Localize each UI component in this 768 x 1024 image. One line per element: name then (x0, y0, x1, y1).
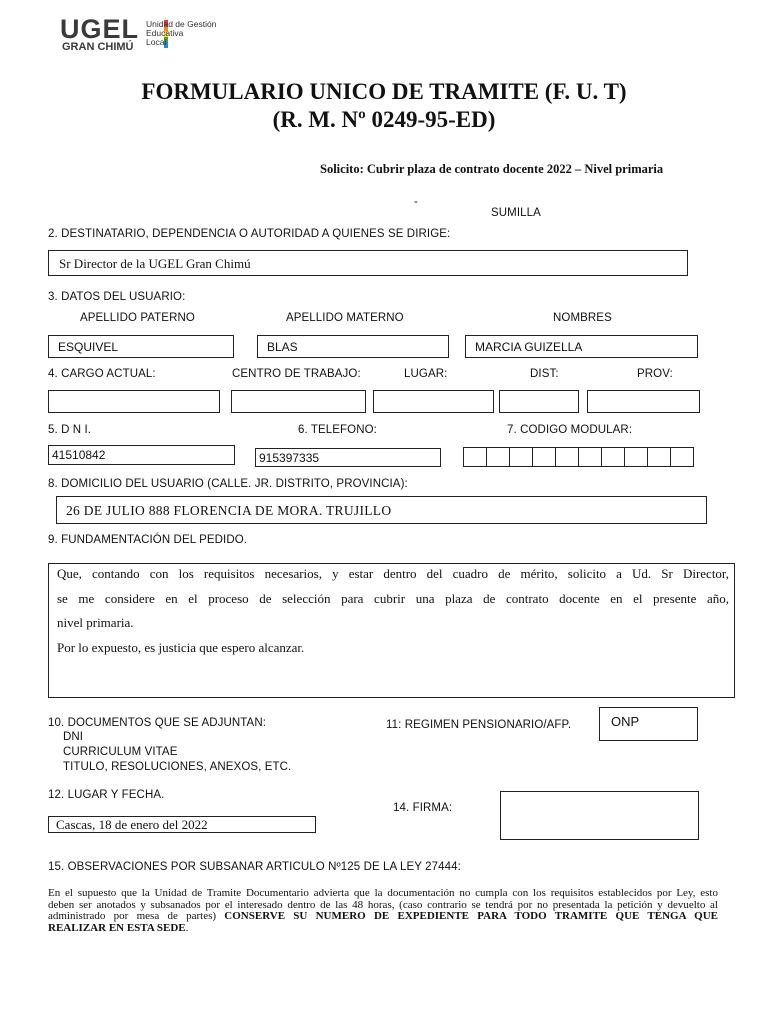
justification-line: Por lo expuesto, es justicia que espero alcanzar. (57, 640, 305, 655)
names-value: MARCIA GUIZELLA (475, 340, 583, 354)
address-label: 8. DOMICILIO DEL USUARIO (CALLE. JR. DISTRITO, PROVINCIA): (48, 478, 408, 490)
request-line (320, 162, 663, 177)
maternal-surname-field[interactable] (257, 335, 449, 358)
logo-unit-name: Unidad de Gestión Educativa Local (146, 19, 217, 47)
place-label: LUGAR: (404, 368, 448, 380)
names-field[interactable] (465, 335, 698, 358)
sumilla-label: SUMILLA (491, 207, 541, 219)
form-subtitle: (R. M. Nº 0249-95-ED) (272, 107, 496, 132)
phone-value: 915397335 (259, 451, 320, 465)
place-field[interactable] (373, 390, 494, 413)
justification-line: se me considere en el proceso de selección para cubrir una plaza de contrato docente en el presente año, (57, 591, 729, 606)
form-title: FORMULARIO UNICO DE TRAMITE (F. U. T) (141, 79, 627, 104)
current-position-label: 4. CARGO ACTUAL: (48, 368, 156, 380)
current-position-field[interactable] (48, 390, 220, 413)
user-data-label: 3. DATOS DEL USUARIO: (48, 291, 186, 303)
maternal-surname-header: APELLIDO MATERNO (286, 312, 404, 324)
place-date-field[interactable] (48, 816, 316, 833)
signature-label: 14. FIRMA: (393, 802, 453, 814)
request-label: Solicito: (320, 162, 364, 176)
logo-brand: UGEL (60, 14, 140, 44)
signature-field[interactable] (500, 791, 699, 840)
district-field[interactable] (499, 390, 579, 413)
observations-label: 15. OBSERVACIONES POR SUBSANAR ARTICULO Nº125 DE LA LEY 27444: (48, 861, 461, 873)
pension-label: 11: REGIMEN PENSIONARIO/AFP. (386, 719, 572, 731)
phone-field[interactable] (255, 448, 441, 467)
recipient-field[interactable] (48, 250, 688, 276)
dni-label: 5. D N I. (48, 424, 92, 436)
pension-value: ONP (611, 714, 640, 729)
modular-code-field[interactable] (463, 447, 694, 467)
province-label: PROV: (637, 368, 673, 380)
maternal-surname-value: BLAS (267, 340, 298, 354)
justification-line: nivel primaria. (57, 615, 134, 630)
paternal-surname-value: ESQUIVEL (58, 340, 119, 354)
dni-value: 41510842 (52, 448, 106, 462)
justification-label: 9. FUNDAMENTACIÓN DEL PEDIDO. (48, 534, 248, 546)
workplace-label: CENTRO DE TRABAJO: (232, 368, 361, 380)
request-value: Cubrir plaza de contrato docente 2022 – Nivel primaria (366, 162, 664, 176)
ugel-logo (60, 16, 230, 56)
workplace-field[interactable] (231, 390, 366, 413)
observations-note: En el supuesto que la Unidad de Tramite Documentario advierta que la documentación no cumpla con los requisitos establecidos por Ley, esto deben ser anotados y subsanados por el interesado dentro de las 48 horas, (caso contrario se tendrá por no presentada la petición y devuelto al administrado por mesa de partes) CONSERVE SU NUMERO DE EXPEDIENTE PARA TODO TRAMITE QUE TENGA QUE REALIZAR EN ESTA SEDE. (48, 887, 719, 934)
attachment-item: DNI (63, 731, 84, 743)
attachment-item: CURRICULUM VITAE (63, 746, 178, 758)
logo-subtitle: GRAN CHIMÚ (62, 41, 134, 53)
place-date-value: Cascas, 18 de enero del 2022 (56, 817, 208, 832)
dni-field[interactable] (48, 445, 235, 465)
attachment-item: TITULO, RESOLUCIONES, ANEXOS, ETC. (63, 761, 292, 773)
modular-code-label: 7. CODIGO MODULAR: (507, 424, 633, 436)
request-dash: - (414, 196, 418, 208)
place-date-label: 12. LUGAR Y FECHA. (48, 789, 165, 801)
province-field[interactable] (587, 390, 700, 413)
phone-label: 6. TELEFONO: (298, 424, 377, 436)
justification-field[interactable] (48, 563, 735, 698)
justification-line: Que, contando con los requisitos necesarios, y estar dentro del cuadro de mérito, solicito a Ud. Sr Director, (57, 566, 729, 581)
attachments-label: 10. DOCUMENTOS QUE SE ADJUNTAN: (48, 717, 267, 729)
district-label: DIST: (530, 368, 559, 380)
paternal-surname-header: APELLIDO PATERNO (80, 312, 195, 324)
names-header: NOMBRES (553, 312, 612, 324)
pension-field[interactable] (599, 707, 698, 741)
recipient-value: Sr Director de la UGEL Gran Chimú (59, 256, 251, 271)
recipient-label: 2. DESTINATARIO, DEPENDENCIA O AUTORIDAD A QUIENES SE DIRIGE: (48, 228, 451, 240)
address-value: 26 DE JULIO 888 FLORENCIA DE MORA. TRUJILLO (66, 503, 392, 518)
paternal-surname-field[interactable] (48, 335, 234, 358)
address-field[interactable] (56, 496, 707, 524)
